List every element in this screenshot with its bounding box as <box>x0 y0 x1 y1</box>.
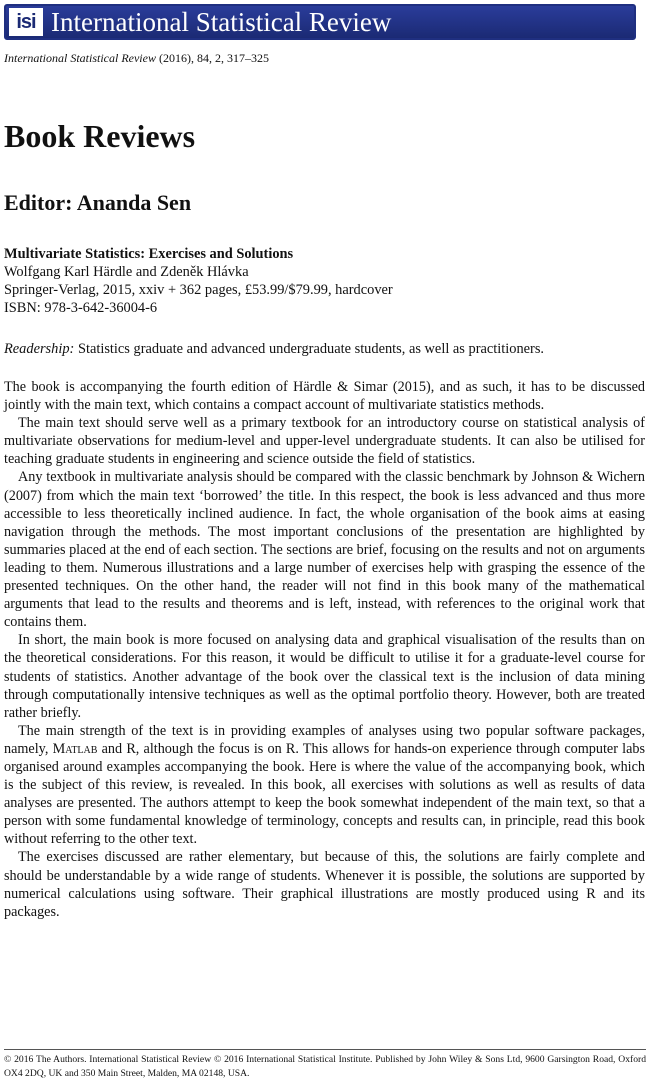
review-paragraph-2: The main text should serve well as a primary textbook for an introductory course on statistical analysis of multivariate observations for medium-level and upper-level undergraduate students. It can also be utilised for teaching graduate students in engineering and science outside the field of statistics. <box>4 415 645 468</box>
review-paragraph-3: Any textbook in multivariate analysis should be compared with the classic benchmark by Johnson & Wichern (2007) from which the main text ‘borrowed’ the title. In this respect, the book is less advanced and thus more accessible to less theoretically inclined audience. In fact, the whole organisation of the book aims at easing navigation through the methods. The most important conclusions of the presentation are highlighted by summaries placed at the end of each section. The sections are brief, focusing on the results and not on arguments leading to them. Numerous illustrations and a large number of exercises help with grasping the essence of the presented techniques. On the other hand, the reader will not find in this book many of the mathematical arguments that lead to the results and theorems and is left, instead, with references to the original work that contains them. <box>4 469 645 631</box>
review-paragraph-1: The book is accompanying the fourth edition of Härdle & Simar (2015), and as such, it has to be discussed jointly with the main text, which contains a compact account of multivariate statistics methods. <box>4 379 645 414</box>
review-paragraph-5-start: The main strength of the text is in providing examples of analyses using two popular software packages, namely, <box>4 722 645 757</box>
readership-line <box>4 341 644 358</box>
journal-banner-title: International Statistical Review <box>51 6 392 37</box>
book-info <box>4 245 644 317</box>
footer-copyright: © 2016 The Authors. International Statistical Review © 2016 International Statistical Institute. Published by John Wiley & Sons Ltd, 9600 Garsington Road, Oxford OX4 2DQ, UK and 350 Main Street, Malden, MA 02148, USA. <box>4 1054 646 1079</box>
review-paragraph-6: The exercises discussed are rather elementary, but because of this, the solutions are fairly complete and should be understandable by a wide range of students. Whenever it is possible, the solutions are supported by numerical calculations using software. Their graphical illustrations are mostly produced using R and its packages. <box>4 849 645 920</box>
footer-divider <box>4 1049 646 1050</box>
matlab-name: Matlab <box>52 740 98 757</box>
section-editor: Editor: Ananda Sen <box>4 190 192 215</box>
review-paragraph-5-end: and R, although the focus is on R. This allows for hands-on experience through computer labs organised around examples accompanying the book. Here is where the value of the accompanying book, which is the subject of this review, is revealed. In this book, all exercises with solutions as well as results of data analyses are presented. The authors attempt to keep the book somewhat independent of the main text, so that a person with some fundamental knowledge of terminology, concepts and results can, in principle, read this book without referring to the other text. <box>4 740 645 848</box>
citation-details: (2016), 84, 2, 317–325 <box>155 51 269 65</box>
book-publisher: Springer-Verlag, 2015, xxiv + 362 pages, £53.99/$79.99, hardcover <box>4 282 393 298</box>
readership-label: Readership: <box>4 341 75 357</box>
section-title: Book Reviews <box>4 118 196 154</box>
citation-journal: International Statistical Review <box>4 51 156 65</box>
review-paragraph-4: In short, the main book is more focused on analysing data and graphical visualisation of the results than on the theoretical considerations. For this reason, it would be difficult to utilise it for a graduate-level course for students of statistics. Another advantage of the book over the classical text is the inclusion of data mining through computationally intensive techniques as well as the optimal portfolio theory. However, both are treated rather briefly. <box>4 632 645 721</box>
book-authors: Wolfgang Karl Härdle and Zdeněk Hlávka <box>4 264 249 280</box>
citation-line <box>4 51 269 66</box>
readership-text: Statistics graduate and advanced undergraduate students, as well as practitioners. <box>74 341 545 357</box>
book-isbn: ISBN: 978-3-642-36004-6 <box>4 300 158 316</box>
book-title: Multivariate Statistics: Exercises and Solutions <box>4 246 294 262</box>
review-paragraph-5 <box>4 722 645 849</box>
isi-logo: isi <box>9 8 43 36</box>
journal-banner <box>4 4 636 40</box>
review-body <box>4 378 645 921</box>
